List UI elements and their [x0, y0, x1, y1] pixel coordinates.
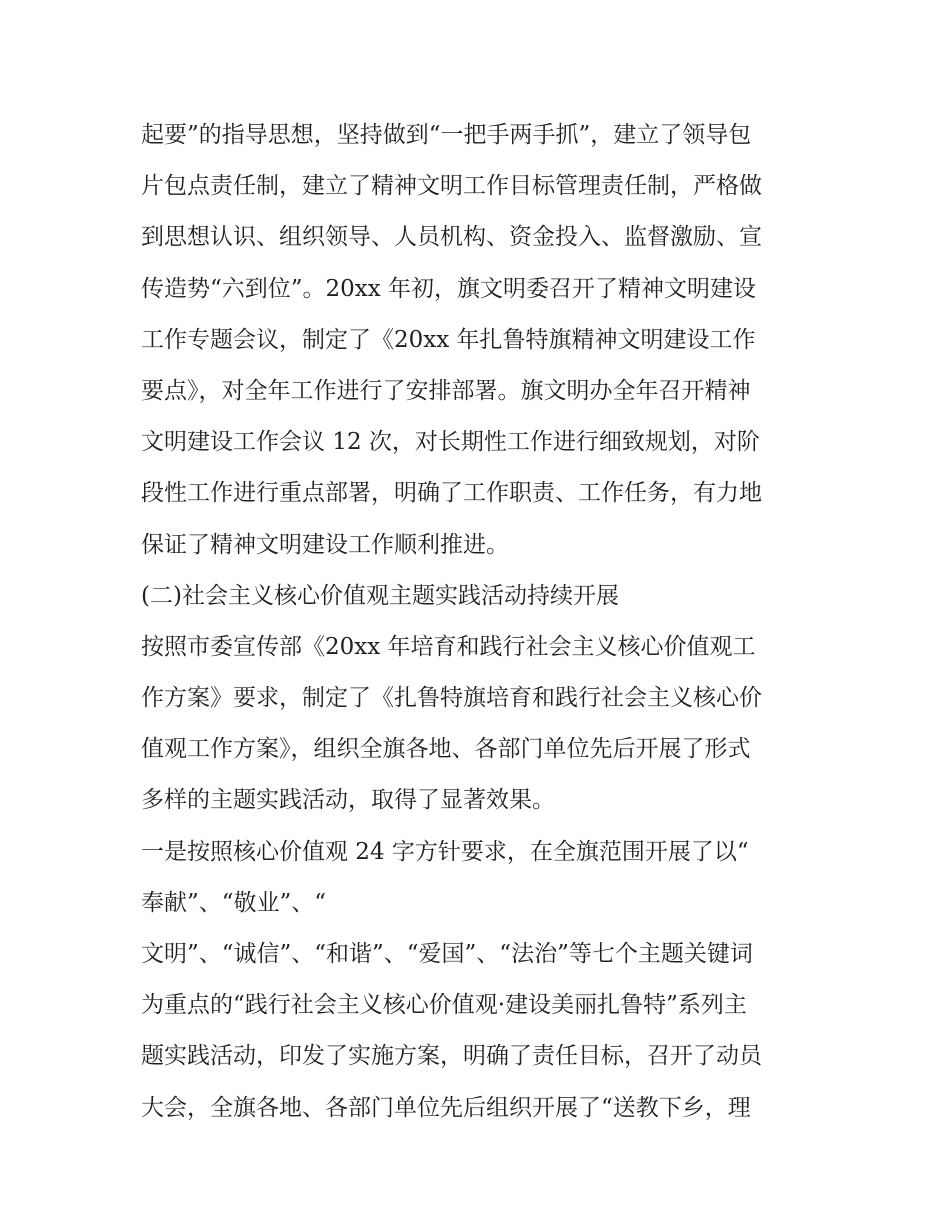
- section-heading: (二)社会主义核心价值观主题实践活动持续开展: [141, 582, 619, 609]
- text-line: 奉献”、“敬业”、“: [141, 889, 327, 916]
- text-line: 工作专题会议，制定了《20xx 年扎鲁特旗精神文明建设工作: [141, 326, 756, 353]
- text-line: 一是按照核心价值观 24 字方针要求，在全旗范围开展了以“: [141, 838, 749, 865]
- text-line: 片包点责任制，建立了精神文明工作目标管理责任制，严格做: [141, 173, 762, 200]
- text-line: 段性工作进行重点部署，明确了工作职责、工作任务，有力地: [141, 480, 762, 507]
- text-line: 保证了精神文明建设工作顺利推进。: [141, 531, 509, 558]
- text-line: 文明建设工作会议 12 次，对长期性工作进行细致规划，对阶: [141, 429, 760, 456]
- text-line: 文明”、“诚信”、“和谐”、“爱国”、“法治”等七个主题关键词: [141, 941, 753, 967]
- text-line: 按照市委宣传部《20xx 年培育和践行社会主义核心价值观工: [141, 633, 756, 660]
- text-line: 多样的主题实践活动，取得了显著效果。: [141, 787, 555, 814]
- text-line: 传造势“六到位”。20xx 年初，旗文明委召开了精神文明建设: [141, 275, 757, 302]
- text-line: 作方案》要求，制定了《扎鲁特旗培育和践行社会主义核心价: [141, 685, 762, 712]
- text-line: 起要”的指导思想，坚持做到“一把手两手抓”，建立了领导包: [141, 122, 752, 148]
- text-line: 值观工作方案》，组织全旗各地、各部门单位先后开展了形式: [141, 736, 751, 763]
- text-line: 为重点的“践行社会主义核心价值观·建设美丽扎鲁特”系列主: [141, 992, 747, 1019]
- text-line: 题实践活动，印发了实施方案，明确了责任目标，召开了动员: [141, 1043, 762, 1070]
- text-line: 大会，全旗各地、各部门单位先后组织开展了“送教下乡，理: [141, 1094, 751, 1121]
- text-line: 到思想认识、组织领导、人员机构、资金投入、监督激励、宣: [141, 224, 762, 251]
- text-line: 要点》，对全年工作进行了安排部署。旗文明办全年召开精神: [141, 377, 751, 404]
- body-text: [141, 110, 841, 1134]
